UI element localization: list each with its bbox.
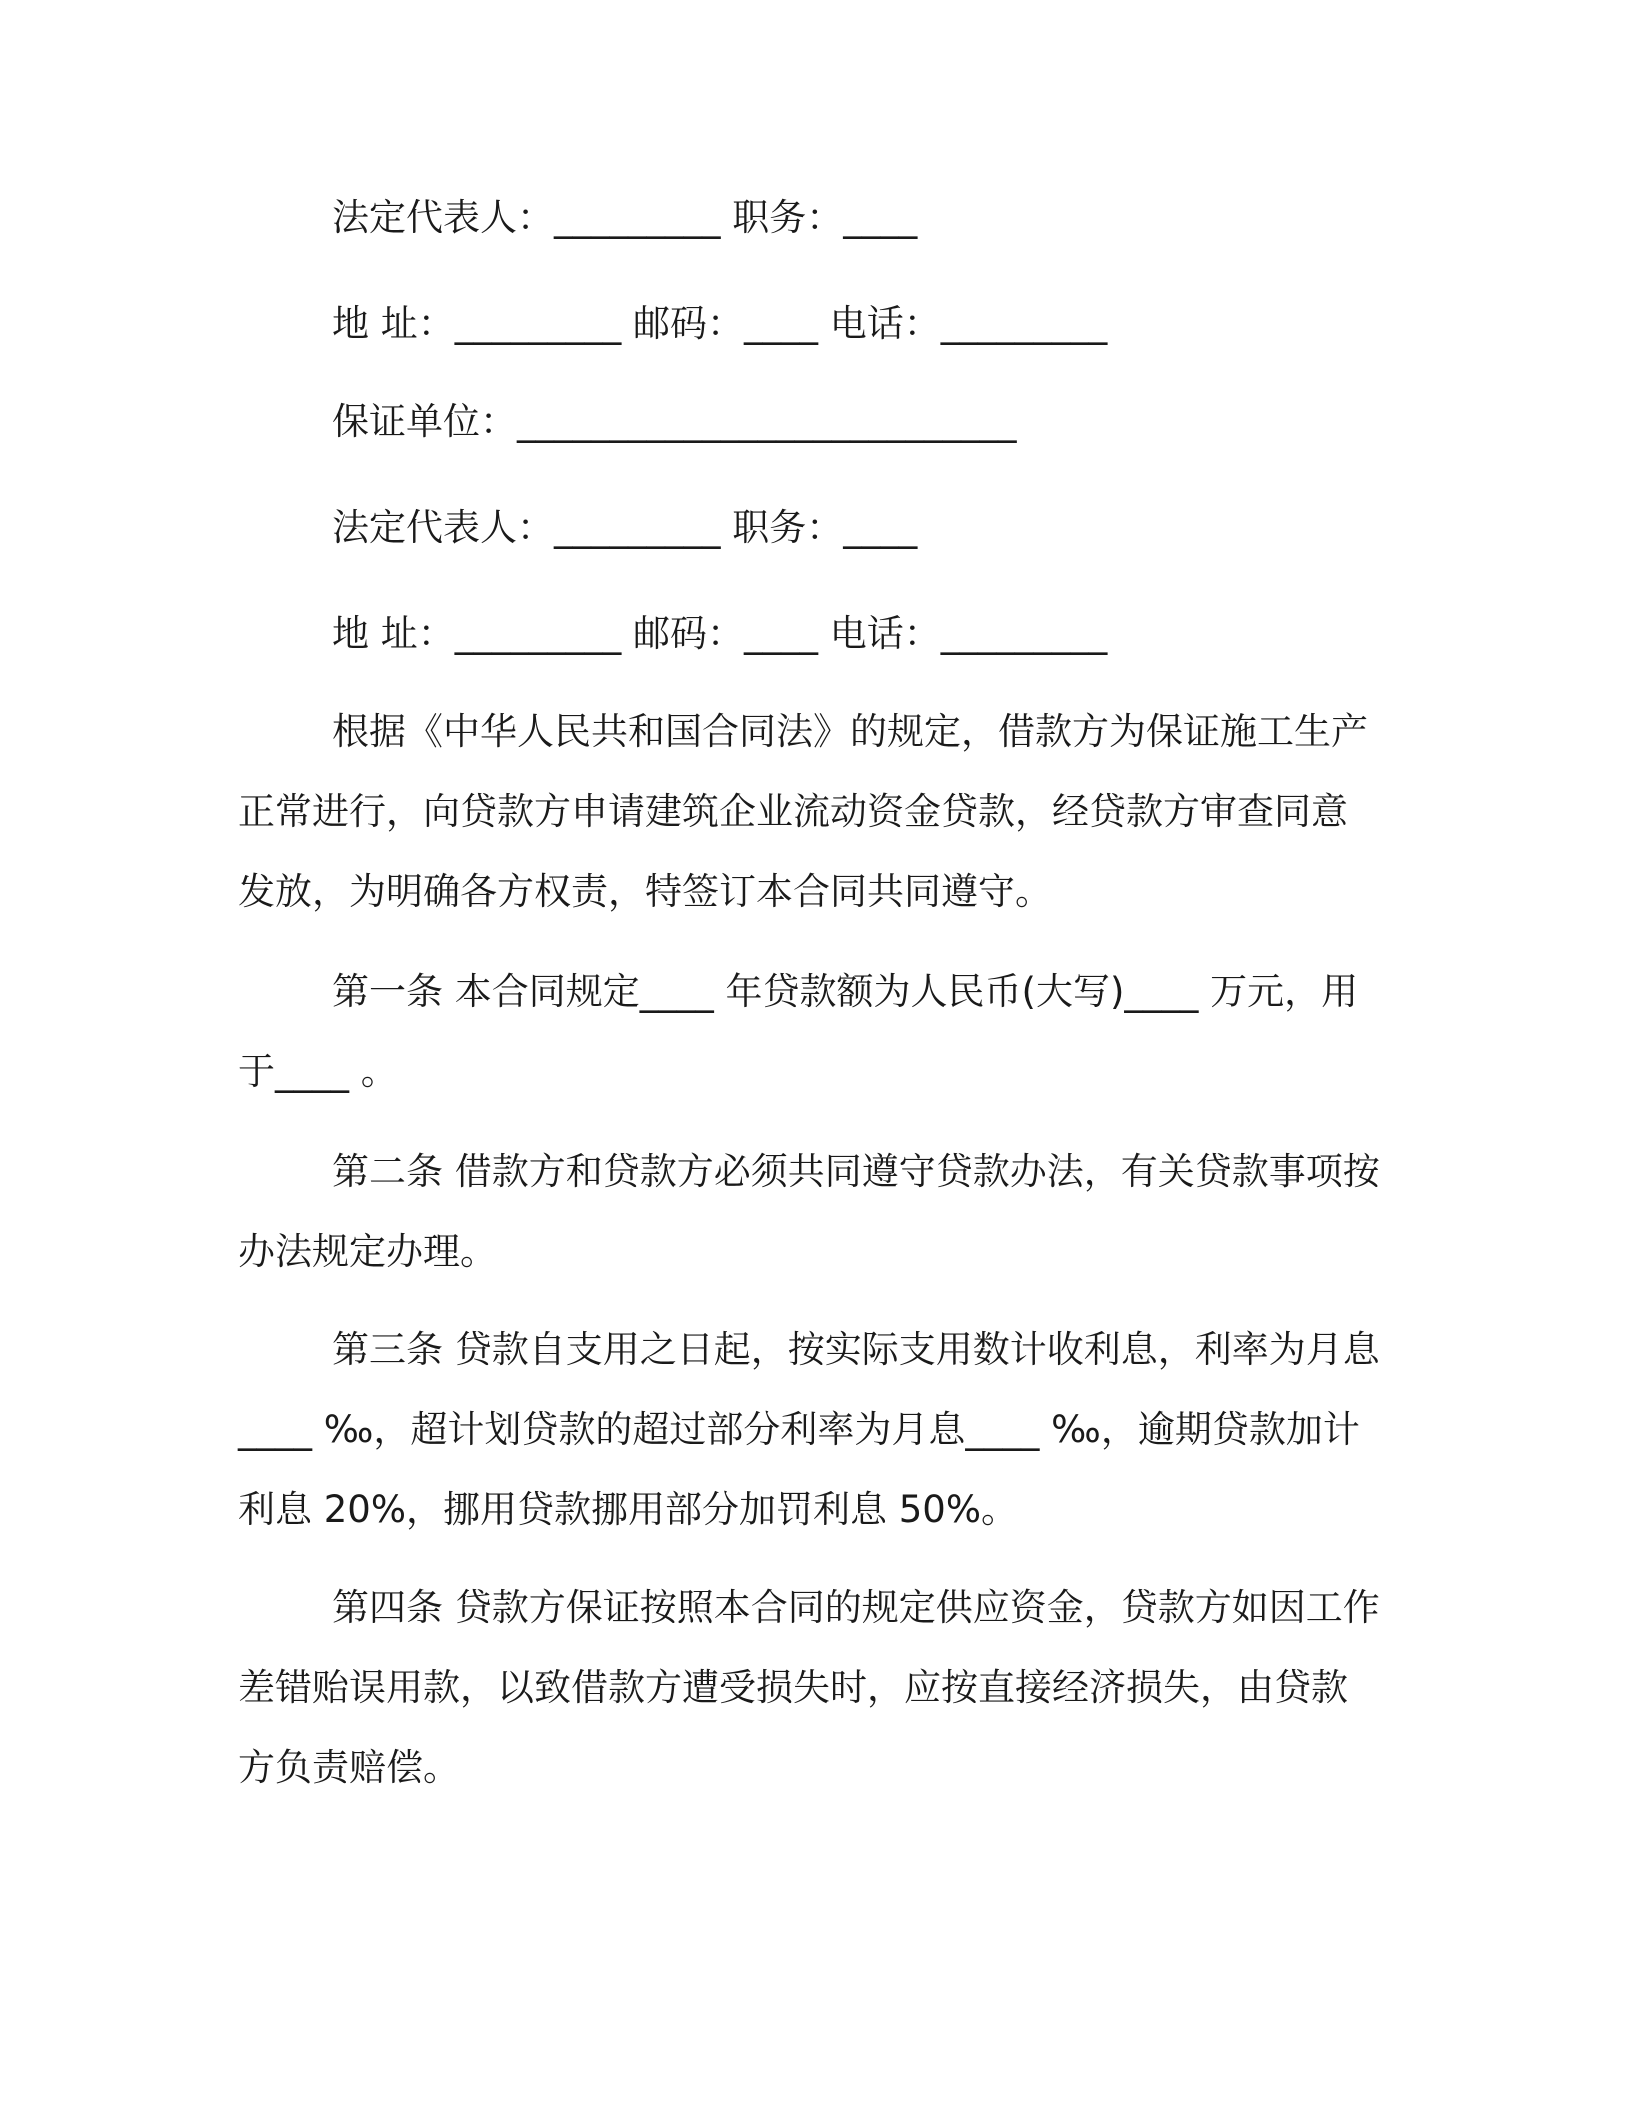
- article-4-paragraph: [238, 1568, 1388, 1808]
- paragraph-line: 第三条 贷款自支用之日起，按实际支用数计收利息，利率为月息: [332, 1328, 1380, 1371]
- paragraph-line: 差错贻误用款，以致借款方遭受损失时，应按直接经济损失，由贷款: [238, 1666, 1348, 1709]
- address-line-1: 地 址：_________ 邮码：____ 电话：_________: [332, 302, 1108, 345]
- address-line-2: 地 址：_________ 邮码：____ 电话：_________: [332, 612, 1108, 655]
- legal-representative-line-1: 法定代表人：_________ 职务：____: [332, 196, 918, 239]
- paragraph-line: 正常进行，向贷款方申请建筑企业流动资金贷款，经贷款方审查同意: [238, 790, 1348, 833]
- paragraph-line: 第二条 借款方和贷款方必须共同遵守贷款办法，有关贷款事项按: [332, 1150, 1380, 1193]
- paragraph-line: ____ ‰，超计划贷款的超过部分利率为月息____ ‰，逾期贷款加计: [238, 1408, 1360, 1451]
- paragraph-line: 第一条 本合同规定____ 年贷款额为人民币(大写)____ 万元，用: [332, 970, 1359, 1013]
- paragraph-line: 于____ 。: [238, 1050, 398, 1093]
- paragraph-line: 第四条 贷款方保证按照本合同的规定供应资金，贷款方如因工作: [332, 1586, 1380, 1629]
- paragraph-line: 利息 20%，挪用贷款挪用部分加罚利息 50%。: [238, 1488, 1018, 1531]
- article-2-paragraph: [238, 1132, 1388, 1292]
- preamble-paragraph: [238, 692, 1388, 932]
- paragraph-line: 方负责赔偿。: [238, 1746, 460, 1789]
- paragraph-line: 根据《中华人民共和国合同法》的规定，借款方为保证施工生产: [332, 710, 1368, 753]
- legal-representative-line-2: 法定代表人：_________ 职务：____: [332, 506, 918, 549]
- article-1-paragraph: [238, 952, 1388, 1112]
- article-3-paragraph: [238, 1310, 1388, 1550]
- paragraph-line: 发放，为明确各方权责，特签订本合同共同遵守。: [238, 870, 1052, 913]
- guarantor-unit-line: 保证单位：___________________________: [332, 400, 1017, 443]
- paragraph-line: 办法规定办理。: [238, 1230, 497, 1273]
